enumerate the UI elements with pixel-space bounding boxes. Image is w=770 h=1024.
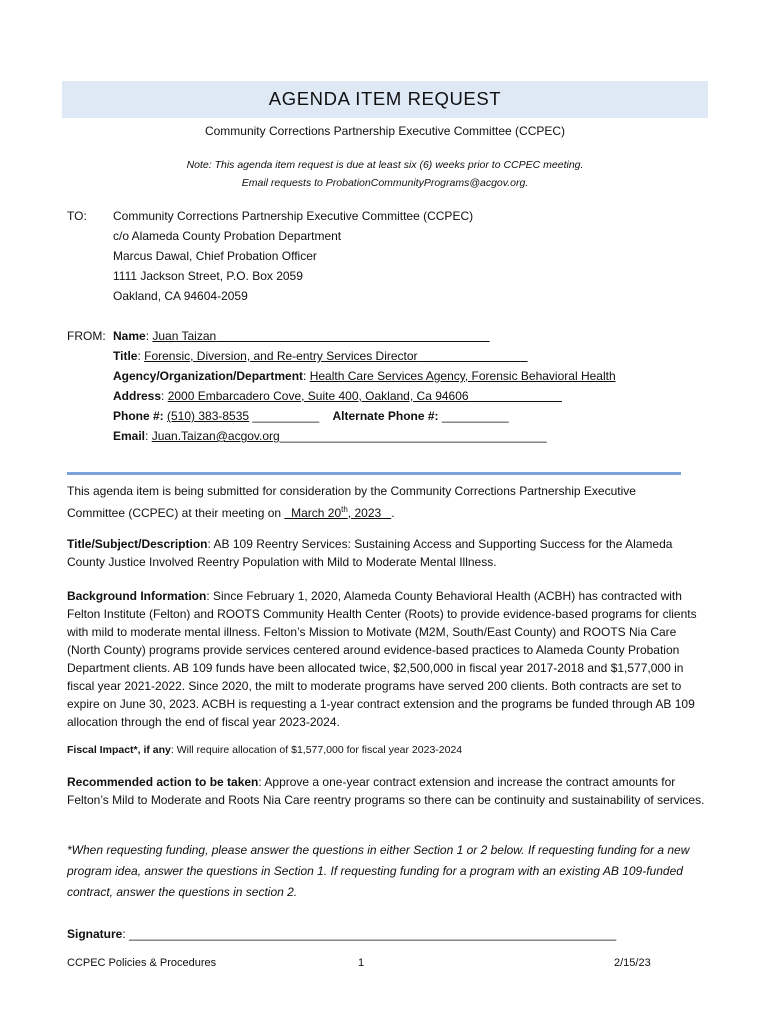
footer-date: 2/15/23 [614, 957, 651, 969]
submission-line-1: This agenda item is being submitted for consideration by the Community Corrections Partnership Executive [67, 484, 636, 498]
recommended-text: Approve a one-year contract extension and increase the contract amounts for Felton’s Mild to Moderate and Roots Nia Care reentry programs so there can be continuity and sustainability of services. [67, 775, 705, 807]
to-line-4: 1111 Jackson Street, P.O. Box 2059 [113, 269, 303, 283]
signature-label: Signature [67, 927, 123, 941]
phone-label: Phone #: [113, 409, 164, 423]
footer-doc-name: CCPEC Policies & Procedures [67, 957, 217, 969]
title-value: Forensic, Diversion, and Re-entry Services Director [144, 349, 418, 363]
background-label: Background Information [67, 589, 207, 603]
background-paragraph: Background Information: Since February 1, 2020, Alameda County Behavioral Health (ACBH) has contracted with Felton Institute (Felton) and ROOTS Community Health Center (Roots) to provide evidence-based programs for clients with mild to moderate mental illness. Felton’s Mission to Motivate (M2M, South/East County) and ROOTS Nia Care (North County) programs provide services centered around evidence-based practices to Alameda County Probation Department clients. AB 109 funds have been allocated twice, $2,500,000 in fiscal year 2017-2018 and $1,577,000 in fiscal year 2021-2022. Since 2020, the milt to moderate programs have served 200 clients. Both contracts are set to expire on June 30, 2023. ACBH is requesting a 1-year contract extension and the programs be funded through AB 109 allocation through the end of fiscal year 2023-2024. [67, 589, 697, 729]
phone-blank: __________ [252, 409, 320, 423]
to-label: TO: [67, 209, 87, 223]
signature-blank: _________________________________________________________________________ [129, 927, 617, 941]
from-agency-row: Agency/Organization/Department: Health Care Services Agency, Forensic Behavioral Health [113, 369, 616, 383]
from-label: FROM: [67, 329, 106, 343]
meeting-date [284, 506, 391, 520]
fiscal-text: Will require allocation of $1,577,000 for fiscal year 2023-2024 [176, 744, 463, 756]
title-banner [62, 81, 708, 118]
to-line-3: Marcus Dawal, Chief Probation Officer [113, 249, 317, 263]
address-label: Address [113, 389, 162, 403]
email-note: Email requests to ProbationCommunityPrograms@acgov.org. [241, 177, 529, 189]
section-divider [67, 472, 681, 475]
meeting-date-sup: th [341, 505, 348, 514]
funding-note: *When requesting funding, please answer the questions in either Section 1 or 2 below. If requesting funding for a new program idea, answer the questions in Section 1. If requesting funding for a program with an existing AB 109-funded contract, answer the questions in section 2. [67, 843, 690, 899]
from-phone-row [113, 406, 509, 426]
phone-value: (510) 383-8535 [167, 409, 250, 423]
meeting-date-year: , 2023 [347, 506, 382, 520]
committee-subtitle: Community Corrections Partnership Executive Committee (CCPEC) [204, 124, 566, 138]
alt-phone-label: Alternate Phone #: [332, 409, 439, 423]
name-field [152, 329, 489, 343]
alt-phone-blank: __________ [441, 409, 509, 423]
subject-text: AB 109 Reentry Services: Sustaining Access and Supporting Success for the Alameda County Justice Involved Reentry Population with Mild to Moderate Mental Illness. [67, 537, 673, 569]
submission-line-2: Committee (CCPEC) at their meeting on March 20th, 2023 . [67, 505, 395, 520]
page-title: AGENDA ITEM REQUEST [268, 88, 502, 109]
address-field [168, 389, 562, 403]
signature-row: Signature: _________________________________________________________________________ [67, 927, 617, 941]
from-address-row: Address: 2000 Embarcadero Cove, Suite 400, Oakland, Ca 94606 [113, 386, 562, 406]
address-value: 2000 Embarcadero Cove, Suite 400, Oakland, Ca 94606 [167, 389, 469, 403]
fiscal-label: Fiscal Impact*, if any [67, 744, 171, 756]
deadline-note: Note: This agenda item request is due at least six (6) weeks prior to CCPEC meeting. [186, 159, 584, 171]
name-label: Name [113, 329, 146, 343]
from-name-row: Name: Juan Taizan [113, 326, 490, 346]
name-value: Juan Taizan [152, 329, 217, 343]
recommended-label: Recommended action to be taken [67, 775, 259, 789]
email-label: Email [113, 429, 146, 443]
fiscal-impact: Fiscal Impact*, if any: Will require allocation of $1,577,000 for fiscal year 2023-2024 [67, 744, 463, 756]
agency-label: Agency/Organization/Department [113, 369, 304, 383]
from-title-row: Title: Forensic, Diversion, and Re-entry Services Director [113, 346, 528, 366]
agency-value: Health Care Services Agency, Forensic Behavioral Health [309, 369, 616, 383]
from-email-row: Email: Juan.Taizan@acgov.org________________________________________ [113, 429, 547, 443]
email-value: Juan.Taizan@acgov.org [151, 429, 280, 443]
title-field [144, 349, 527, 363]
subject-label: Title/Subject/Description [67, 537, 208, 551]
footer-page-number: 1 [358, 957, 365, 969]
title-label: Title [113, 349, 138, 363]
recommended-paragraph: Recommended action to be taken: Approve a one-year contract extension and increase the contract amounts for Felton’s Mild to Moderate and Roots Nia Care reentry programs so there can be continuity and sustainability of services. [67, 775, 705, 807]
email-blank: ________________________________________ [279, 429, 547, 443]
subject-paragraph: Title/Subject/Description: AB 109 Reentry Services: Sustaining Access and Supporting Success for the Alameda County Justice Involved Reentry Population with Mild to Moderate Mental Illness. [67, 537, 673, 569]
submission-paragraph [67, 482, 707, 522]
to-line-2: c/o Alameda County Probation Department [113, 229, 342, 243]
to-line-5: Oakland, CA 94604-2059 [113, 289, 248, 303]
background-text: Since February 1, 2020, Alameda County Behavioral Health (ACBH) has contracted with Felton Institute (Felton) and ROOTS Community Health Center (Roots) to provide evidence-based programs for clients with mild to moderate mental illness. Felton’s Mission to Motivate (M2M, South/East County) and ROOTS Nia Care (North County) programs provide services centered around evidence-based practices to Alameda County Probation Department clients. AB 109 funds have been allocated twice, $2,500,000 in fiscal year 2017-2018 and $1,577,000 in fiscal year 2021-2022. Since 2020, the milt to moderate programs have served 200 clients. Both contracts are set to expire on June 30, 2023. ACBH is requesting a 1-year contract extension and the programs be funded through AB 109 allocation through the end of fiscal year 2023-2024. [67, 589, 697, 729]
submission-prefix: Committee (CCPEC) at their meeting on [67, 506, 282, 520]
to-line-1: Community Corrections Partnership Executive Committee (CCPEC) [113, 209, 474, 223]
meeting-date-main: March 20 [291, 506, 342, 520]
